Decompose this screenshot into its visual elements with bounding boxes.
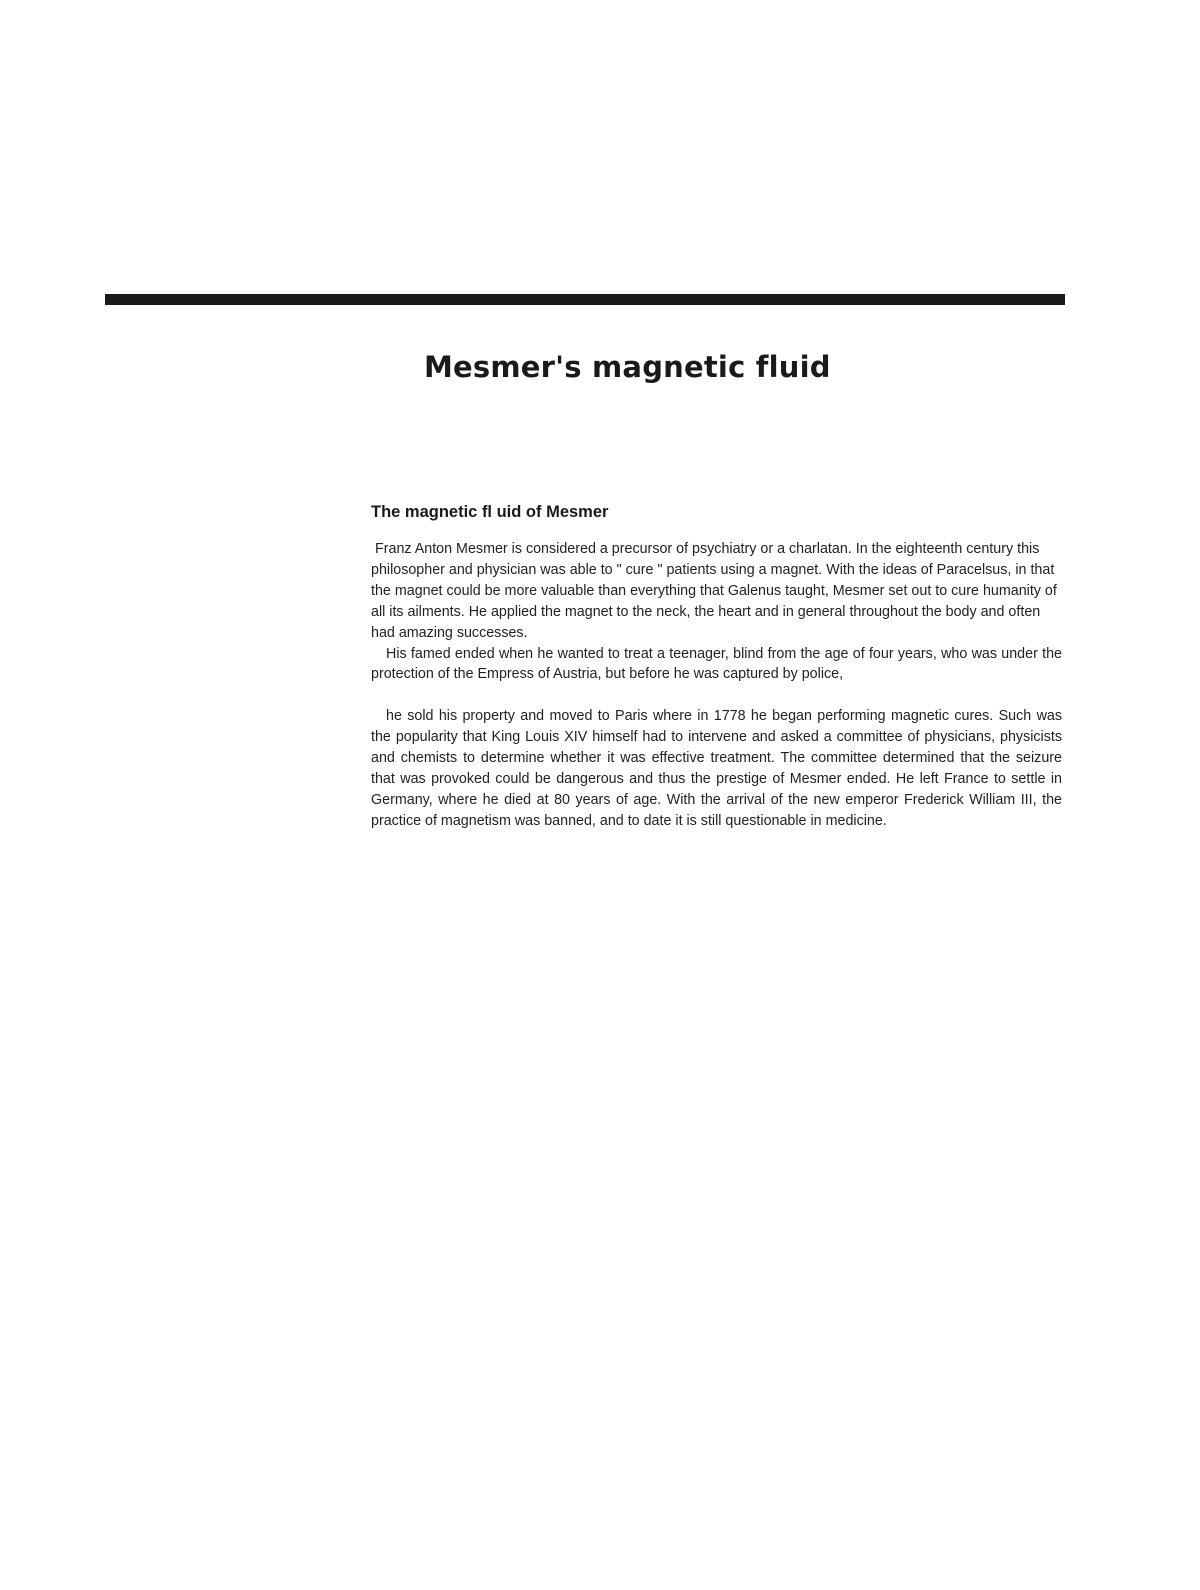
paragraph-intro: Franz Anton Mesmer is considered a precursor of psychiatry or a charlatan. In the eighteenth century this philosopher and physician was able to " cure " patients using a magnet. With the ideas of Paracelsus, in that the magnet could be more valuable than everything that Galenus taught, Mesmer set out to cure humanity of all its ailments. He applied the magnet to the neck, the heart and in general throughout the body and often had amazing successes. (371, 541, 1057, 641)
paragraph-spacer (371, 685, 1062, 706)
paragraph-teenager: His famed ended when he wanted to treat a teenager, blind from the age of four years, who was under the protection of the Empress of Austria, but before he was captured by police, (371, 645, 1062, 683)
chapter-top-rule (105, 294, 1065, 305)
section-heading: The magnetic fl uid of Mesmer (371, 503, 609, 521)
chapter-title: Mesmer's magnetic fluid (424, 350, 831, 384)
paragraph-paris: he sold his property and moved to Paris where in 1778 he began performing magnetic cures. Such was the popularity that King Louis XIV himself had to intervene and asked a committee of physicians, physicists and chemists to determine whether it was effective treatment. The committee determined that the seizure that was provoked could be dangerous and thus the prestige of Mesmer ended. He left France to settle in Germany, where he died at 80 years of age. With the arrival of the new emperor Frederick William III, the practice of magnetism was banned, and to date it is still questionable in medicine. (371, 708, 1062, 829)
section-body (371, 500, 1062, 832)
